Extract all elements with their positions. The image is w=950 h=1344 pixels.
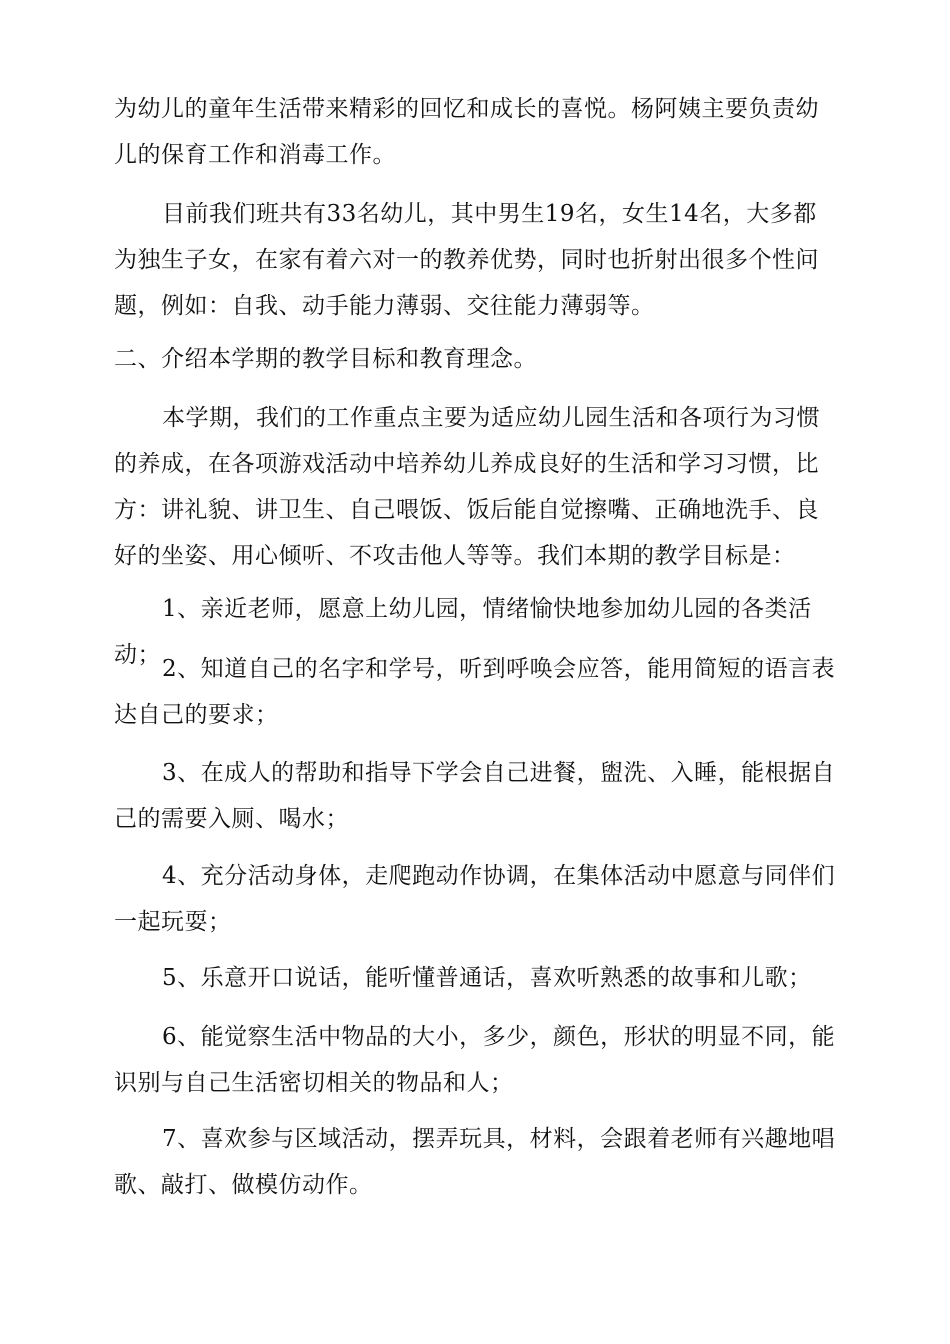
paragraph-intro-continuation: 为幼儿的童年生活带来精彩的回忆和成长的喜悦。杨阿姨主要负责幼儿的保育工作和消毒工作。 [114, 96, 819, 168]
goal-item-6: 6、能觉察生活中物品的大小，多少，颜色，形状的明显不同，能识别与自己生活密切相关的物品和人； [114, 1024, 836, 1096]
goal-item-5: 5、乐意开口说话，能听懂普通话，喜欢听熟悉的故事和儿歌； [162, 965, 812, 991]
paragraph-semester-focus: 本学期，我们的工作重点主要为适应幼儿园生活和各项行为习惯的养成，在各项游戏活动中培养幼儿养成良好的生活和学习习惯，比方：讲礼貌、讲卫生、自己喂饭、饭后能自觉擦嘴、正确地洗手、良好的坐姿、用心倾听、不攻击他人等等。我们本期的教学目标是： [114, 405, 820, 569]
section-heading-2: 二、介绍本学期的教学目标和教育理念。 [114, 346, 537, 372]
paragraph-class-composition: 目前我们班共有33名幼儿，其中男生19名，女生14名，大多都为独生子女，在家有着六对一的教养优势，同时也折射出很多个性问题，例如：自我、动手能力薄弱、交往能力薄弱等。 [114, 201, 819, 319]
goal-item-4: 4、充分活动身体，走爬跑动作协调，在集体活动中愿意与同伴们一起玩耍； [114, 863, 836, 935]
goal-item-1: 1、亲近老师，愿意上幼儿园，情绪愉快地参加幼儿园的各类活动； [114, 596, 812, 668]
goal-item-2: 2、知道自己的名字和学号，听到呼唤会应答，能用简短的语言表达自己的要求； [114, 656, 836, 728]
goal-item-3: 3、在成人的帮助和指导下学会自己进餐，盥洗、入睡，能根据自己的需要入厕、喝水； [114, 760, 836, 832]
goal-item-7: 7、喜欢参与区域活动，摆弄玩具，材料，会跟着老师有兴趣地唱歌、敲打、做模仿动作。 [114, 1126, 836, 1198]
